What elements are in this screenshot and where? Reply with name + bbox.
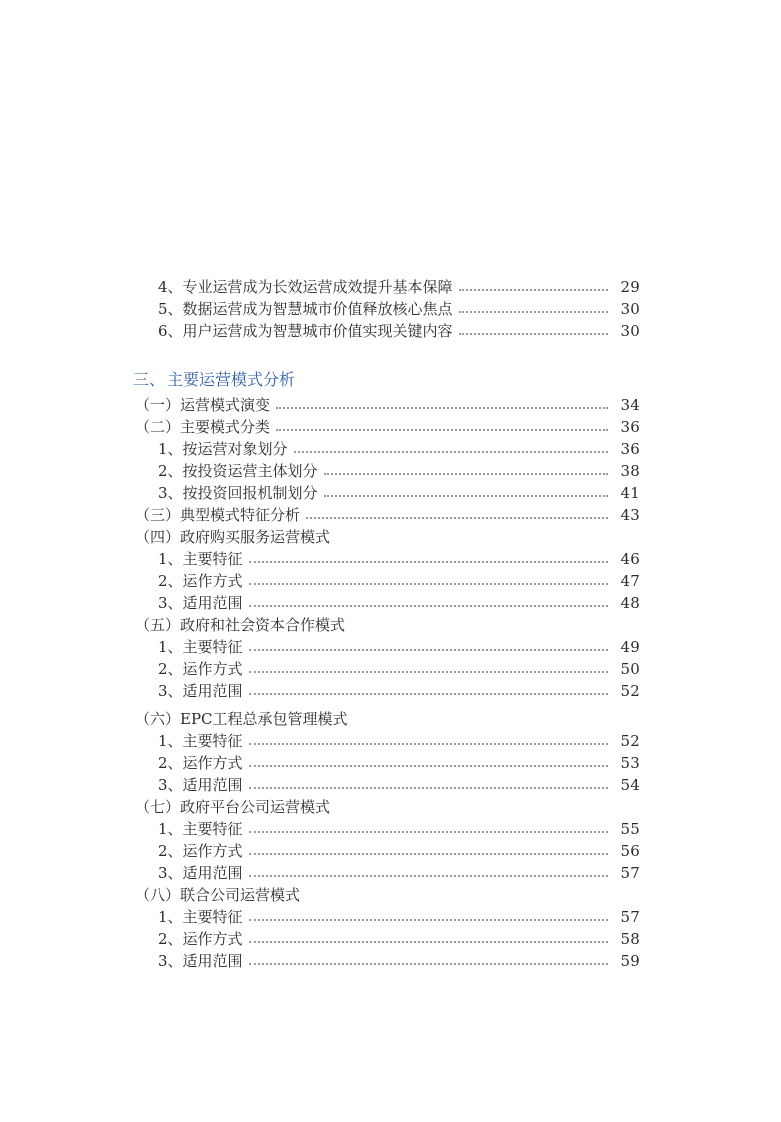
- toc-entry-page: 52: [620, 682, 640, 700]
- toc-entry-label: 1、按运营对象划分: [158, 440, 288, 458]
- toc-entry[interactable]: [158, 320, 640, 342]
- dot-leader: [324, 471, 608, 475]
- dot-leader: [249, 669, 608, 673]
- dot-leader: [294, 449, 608, 453]
- dot-leader: [249, 559, 608, 563]
- toc-entry-page: 41: [620, 484, 640, 502]
- toc-entry[interactable]: [158, 840, 640, 862]
- toc-entry-page: 58: [620, 930, 640, 948]
- dot-leader: [249, 939, 608, 943]
- toc-entry-page: 50: [620, 660, 640, 678]
- toc-entry[interactable]: [158, 950, 640, 972]
- toc-entry[interactable]: [158, 928, 640, 950]
- dot-leader: [249, 763, 608, 767]
- toc-entry-page: 54: [620, 776, 640, 794]
- toc-entry[interactable]: [158, 906, 640, 928]
- toc-entry-label: 1、主要特征: [158, 550, 243, 568]
- toc-entry-label: 3、适用范围: [158, 864, 243, 882]
- toc-entry-page: 36: [620, 440, 640, 458]
- dot-leader: [249, 829, 608, 833]
- toc-entry[interactable]: [158, 774, 640, 796]
- toc-entry[interactable]: [135, 884, 640, 906]
- toc-entry[interactable]: [135, 416, 640, 438]
- toc-entry-label: 2、按投资运营主体划分: [158, 462, 318, 480]
- toc-entry-page: 30: [620, 322, 640, 340]
- toc-entry-label: （三）典型模式特征分析: [135, 506, 301, 524]
- dot-leader: [249, 873, 608, 877]
- toc-entry-label: 2、运作方式: [158, 930, 243, 948]
- dot-leader: [306, 515, 608, 519]
- dot-leader: [249, 691, 608, 695]
- dot-leader: [459, 287, 608, 291]
- toc-entry-label: （八）联合公司运营模式: [135, 886, 301, 904]
- toc-entry-label: （四）政府购买服务运营模式: [135, 528, 331, 546]
- toc-entry[interactable]: [135, 526, 640, 548]
- toc-entry-page: 30: [620, 300, 640, 318]
- toc-entry[interactable]: [158, 548, 640, 570]
- toc-entry-label: （五）政府和社会资本合作模式: [135, 616, 346, 634]
- dot-leader: [249, 741, 608, 745]
- toc-entry-label: 6、用户运营成为智慧城市价值实现关键内容: [158, 322, 453, 340]
- toc-entry[interactable]: [158, 818, 640, 840]
- toc-entry-label: 1、主要特征: [158, 732, 243, 750]
- dot-leader: [249, 785, 608, 789]
- dot-leader: [276, 427, 608, 431]
- toc-entry-label: （七）政府平台公司运营模式: [135, 798, 331, 816]
- section-heading: [133, 368, 295, 392]
- dot-leader: [324, 493, 608, 497]
- dot-leader: [249, 581, 608, 585]
- toc-entry-page: 34: [620, 396, 640, 414]
- toc-entry-label: 3、适用范围: [158, 594, 243, 612]
- toc-entry-label: 3、适用范围: [158, 682, 243, 700]
- toc-entry[interactable]: [135, 614, 640, 636]
- toc-entry-label: 1、主要特征: [158, 820, 243, 838]
- dot-leader: [249, 851, 608, 855]
- toc-entry[interactable]: [158, 298, 640, 320]
- dot-leader: [249, 647, 608, 651]
- toc-entry-page: 49: [620, 638, 640, 656]
- toc-entry[interactable]: [158, 636, 640, 658]
- toc-entry-page: 47: [620, 572, 640, 590]
- toc-entry-label: 2、运作方式: [158, 842, 243, 860]
- dot-leader: [249, 603, 608, 607]
- toc-entry-page: 55: [620, 820, 640, 838]
- dot-leader: [249, 961, 608, 965]
- toc-entry-label: 3、适用范围: [158, 952, 243, 970]
- toc-entry-label: （一）运营模式演变: [135, 396, 271, 414]
- toc-entry[interactable]: [158, 438, 640, 460]
- dot-leader: [249, 917, 608, 921]
- toc-entry[interactable]: [158, 680, 640, 702]
- toc-entry-label: 5、数据运营成为智慧城市价值释放核心焦点: [158, 300, 453, 318]
- dot-leader: [276, 405, 608, 409]
- toc-entry-page: 56: [620, 842, 640, 860]
- toc-entry[interactable]: [158, 752, 640, 774]
- toc-entry-label: 1、主要特征: [158, 638, 243, 656]
- toc-entry-page: 53: [620, 754, 640, 772]
- toc-entry-label: （二）主要模式分类: [135, 418, 271, 436]
- toc-entry-label: 2、运作方式: [158, 660, 243, 678]
- section-title: 主要运营模式分析: [167, 370, 296, 389]
- toc-entry[interactable]: [158, 570, 640, 592]
- toc-entry-label: （六）EPC工程总承包管理模式: [135, 710, 348, 728]
- toc-entry-label: 2、运作方式: [158, 754, 243, 772]
- toc-entry-page: 57: [620, 908, 640, 926]
- toc-entry-page: 52: [620, 732, 640, 750]
- toc-entry[interactable]: [135, 796, 640, 818]
- toc-entry-label: 3、适用范围: [158, 776, 243, 794]
- toc-entry[interactable]: [158, 482, 640, 504]
- toc-entry[interactable]: [135, 708, 640, 730]
- toc-entry-label: 1、主要特征: [158, 908, 243, 926]
- toc-entry[interactable]: [135, 394, 640, 416]
- dot-leader: [459, 331, 608, 335]
- toc-entry-label: 3、按投资回报机制划分: [158, 484, 318, 502]
- toc-entry[interactable]: [158, 862, 640, 884]
- toc-entry-label: 4、专业运营成为长效运营成效提升基本保障: [158, 278, 453, 296]
- toc-entry-page: 59: [620, 952, 640, 970]
- toc-entry-page: 29: [620, 278, 640, 296]
- toc-entry-page: 43: [620, 506, 640, 524]
- toc-entry-label: 2、运作方式: [158, 572, 243, 590]
- dot-leader: [459, 309, 608, 313]
- section-number: 三、: [133, 370, 166, 389]
- toc-entry[interactable]: [158, 592, 640, 614]
- toc-entry[interactable]: [158, 730, 640, 752]
- toc-entry[interactable]: [158, 658, 640, 680]
- toc-entry-page: 36: [620, 418, 640, 436]
- toc-entry-page: 38: [620, 462, 640, 480]
- toc-entry[interactable]: [158, 276, 640, 298]
- toc-entry-page: 46: [620, 550, 640, 568]
- toc-entry-page: 48: [620, 594, 640, 612]
- toc-entry[interactable]: [135, 504, 640, 526]
- toc-entry[interactable]: [158, 460, 640, 482]
- toc-entry-page: 57: [620, 864, 640, 882]
